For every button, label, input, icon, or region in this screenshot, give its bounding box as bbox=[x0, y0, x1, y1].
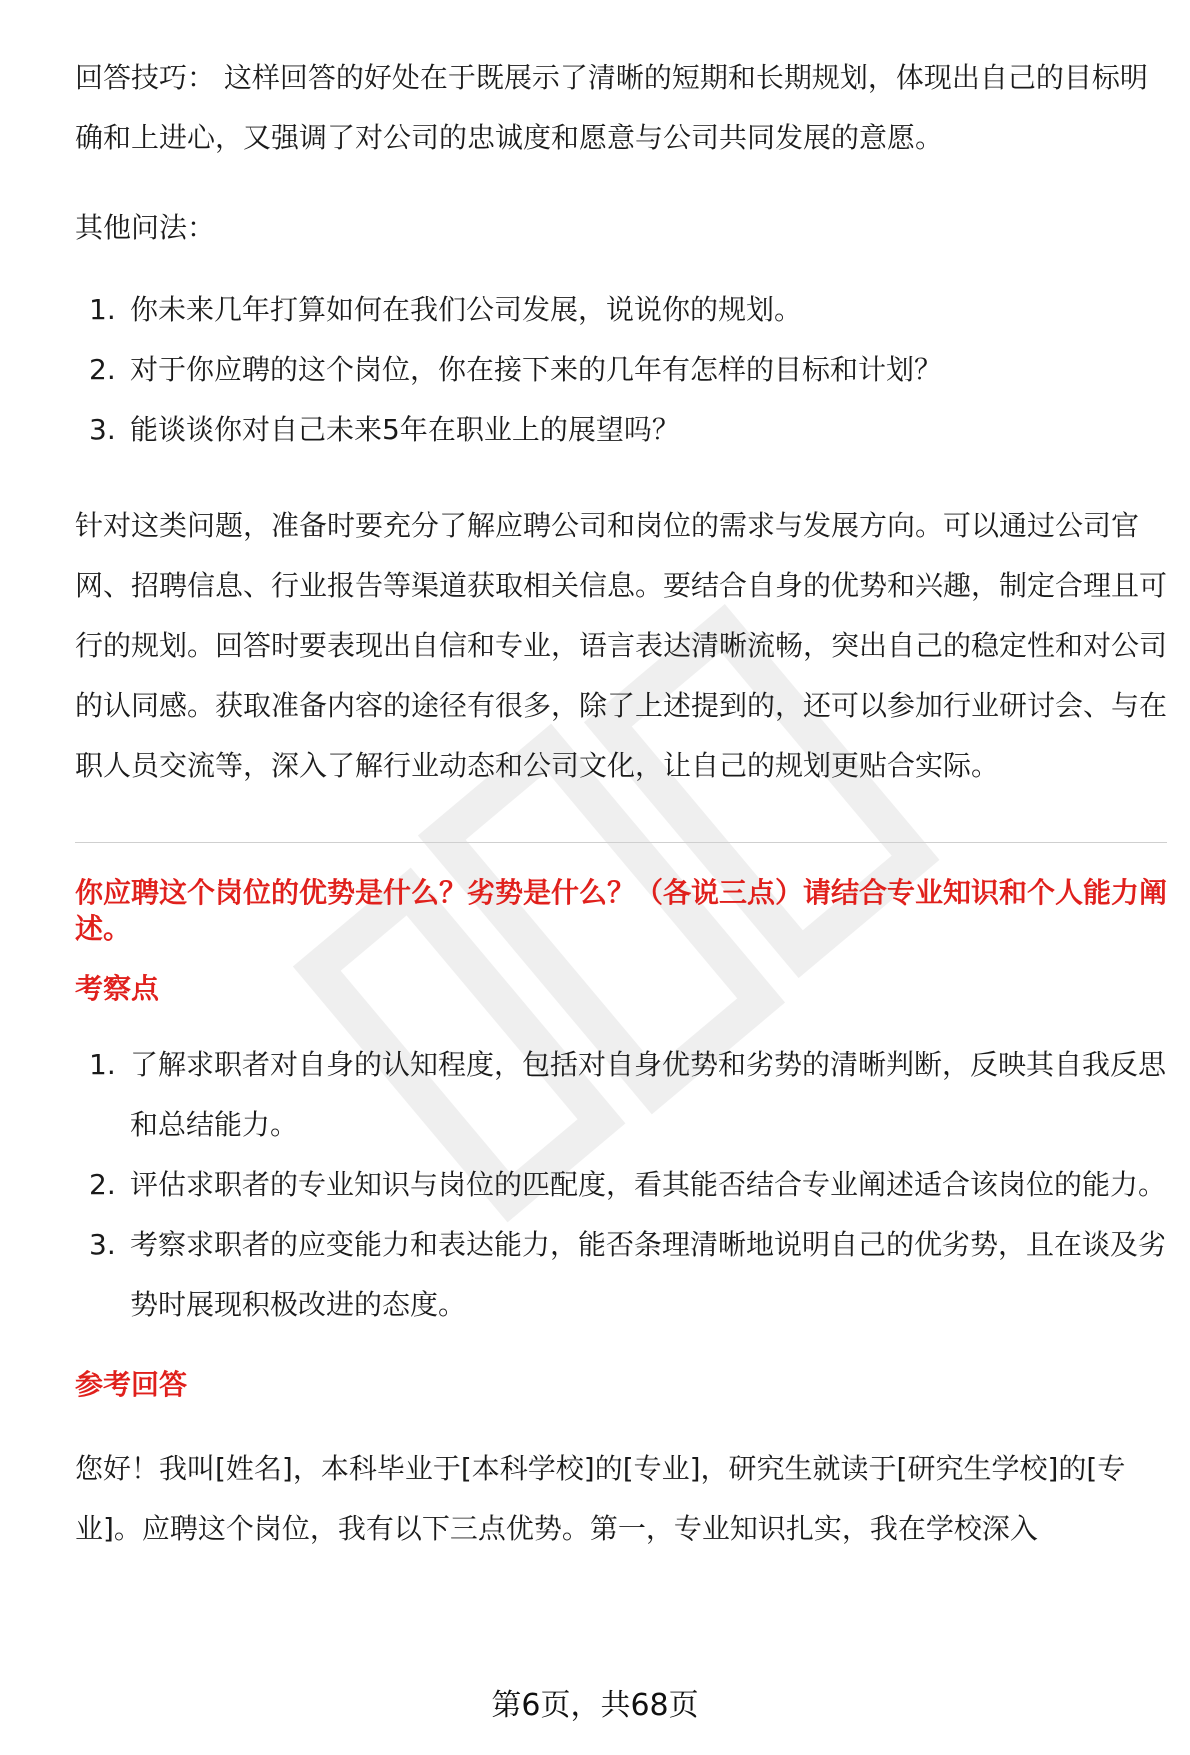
question-heading: 你应聘这个岗位的优势是什么？劣势是什么？（各说三点）请结合专业知识和个人能力阐述。 bbox=[75, 876, 1168, 945]
inspect-points-list bbox=[75, 1035, 1167, 1335]
list-item bbox=[75, 1215, 1167, 1335]
list-item bbox=[75, 280, 1167, 340]
page-number: 第6页，共68页 bbox=[491, 1688, 699, 1723]
other-questions-list bbox=[75, 280, 1167, 460]
list-item bbox=[75, 1155, 1167, 1215]
list-number: 1. bbox=[89, 293, 116, 326]
list-number: 2. bbox=[89, 353, 116, 386]
reference-answer-text: 您好！我叫[姓名]，本科毕业于[本科学校]的[专业]，研究生就读于[研究生学校]的[专业]。应聘这个岗位，我有以下三点优势。第一，专业知识扎实，我在学校深入 bbox=[75, 1452, 1126, 1545]
answer-tip: 回答技巧： 这样回答的好处在于既展示了清晰的短期和长期规划，体现出自己的目标明确和上进心，又强调了对公司的忠诚度和愿意与公司共同发展的意愿。 bbox=[75, 61, 1148, 154]
list-number: 3. bbox=[89, 1228, 116, 1261]
list-item bbox=[75, 400, 1167, 460]
list-number: 3. bbox=[89, 413, 116, 446]
list-number: 2. bbox=[89, 1168, 116, 1201]
list-text: 评估求职者的专业知识与岗位的匹配度，看其能否结合专业阐述适合该岗位的能力。 bbox=[130, 1168, 1167, 1201]
list-text: 考察求职者的应变能力和表达能力，能否条理清晰地说明自己的优劣势，且在谈及劣势时展现积极改进的态度。 bbox=[130, 1228, 1167, 1321]
reference-answer-heading: 参考回答 bbox=[75, 1368, 188, 1401]
list-item bbox=[75, 1035, 1167, 1155]
list-item bbox=[75, 340, 1167, 400]
list-text: 了解求职者对自身的认知程度，包括对自身优势和劣势的清晰判断，反映其自我反思和总结能力。 bbox=[130, 1048, 1167, 1141]
section-divider bbox=[75, 842, 1167, 843]
list-number: 1. bbox=[89, 1048, 116, 1081]
other-questions-label: 其他问法： bbox=[75, 211, 216, 244]
list-text: 能谈谈你对自己未来5年在职业上的展望吗？ bbox=[130, 413, 680, 446]
list-text: 对于你应聘的这个岗位，你在接下来的几年有怎样的目标和计划？ bbox=[130, 353, 943, 386]
preparation-advice: 针对这类问题，准备时要充分了解应聘公司和岗位的需求与发展方向。可以通过公司官网、招聘信息、行业报告等渠道获取相关信息。要结合自身的优势和兴趣，制定合理且可行的规划。回答时要表现出自信和专业，语言表达清晰流畅，突出自己的稳定性和对公司的认同感。获取准备内容的途径有很多，除了上述提到的，还可以参加行业研讨会、与在职人员交流等，深入了解行业动态和公司文化，让自己的规划更贴合实际。 bbox=[75, 509, 1168, 782]
document-page bbox=[75, 48, 1167, 1559]
list-text: 你未来几年打算如何在我们公司发展，说说你的规划。 bbox=[130, 293, 803, 326]
inspect-points-heading: 考察点 bbox=[75, 972, 160, 1005]
